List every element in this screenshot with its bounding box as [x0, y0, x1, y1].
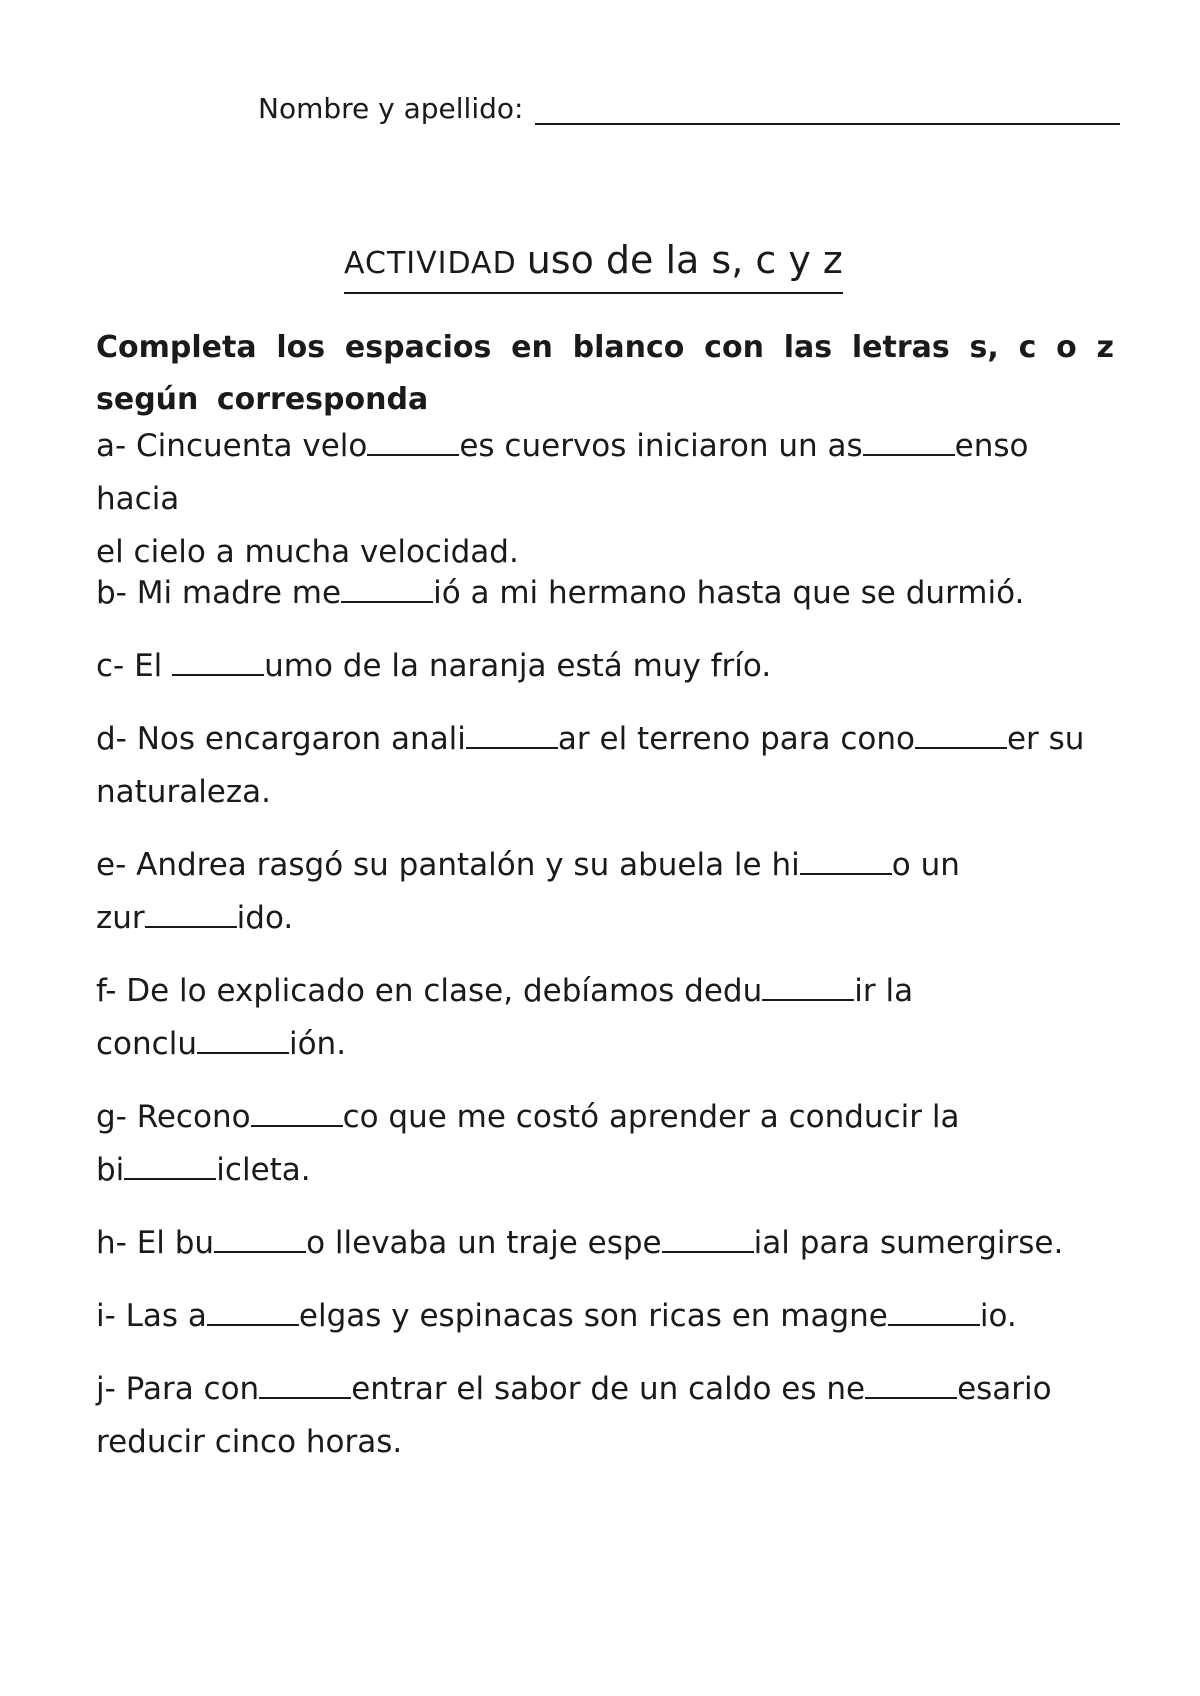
- item-text: ir la: [854, 973, 914, 1009]
- name-field-row: [258, 92, 1120, 125]
- item-text: reducir cinco horas.: [96, 1424, 403, 1460]
- item-text: f- De lo explicado en clase, debíamos dedu: [96, 973, 763, 1009]
- fill-blank[interactable]: [762, 969, 854, 1001]
- item-text: ió a mi hermano hasta que se durmió.: [433, 575, 1025, 611]
- item-text: ial para sumergirse.: [753, 1225, 1064, 1261]
- item-text: bi: [96, 1152, 125, 1188]
- item-text: c- El: [96, 648, 173, 684]
- item-text: naturaleza.: [96, 774, 271, 810]
- fill-blank[interactable]: [124, 1148, 216, 1180]
- instructions: Completa los espacios en blanco con las letras s, c o z según corresponda: [96, 330, 1114, 417]
- item-text: h- El bu: [96, 1225, 215, 1261]
- item-text: entrar el sabor de un caldo es ne: [351, 1371, 866, 1407]
- item-text: ar el terreno para cono: [557, 721, 915, 757]
- fill-blank[interactable]: [145, 896, 237, 928]
- fill-blank[interactable]: [800, 843, 892, 875]
- item-text: d- Nos encargaron anali: [96, 721, 466, 757]
- item-text: elgas y espinacas son ricas en magne: [298, 1298, 888, 1334]
- item-text: zur: [96, 900, 145, 936]
- item-text: el cielo a mucha velocidad.: [96, 534, 519, 570]
- item-text: conclu: [96, 1026, 197, 1062]
- fill-blank[interactable]: [207, 1294, 299, 1326]
- item-text: icleta.: [216, 1152, 311, 1188]
- fill-blank[interactable]: [259, 1367, 351, 1399]
- fill-blank[interactable]: [865, 1367, 957, 1399]
- exercise-item-d: [96, 713, 1116, 819]
- item-text: ido.: [236, 900, 294, 936]
- exercise-item-a: [96, 420, 1116, 579]
- exercise-item-g: [96, 1091, 1116, 1197]
- item-text: e- Andrea rasgó su pantalón y su abuela le hi: [96, 847, 800, 883]
- fill-blank[interactable]: [915, 717, 1007, 749]
- exercise-item-b: [96, 567, 1116, 620]
- fill-blank[interactable]: [888, 1294, 980, 1326]
- item-text: co que me costó aprender a conducir la: [342, 1099, 960, 1135]
- title-part1: ACTIVIDAD: [344, 246, 517, 281]
- item-text: enso hacia: [96, 428, 1039, 517]
- page-title: [344, 238, 843, 294]
- fill-blank[interactable]: [251, 1095, 343, 1127]
- exercise-item-c: [96, 640, 1116, 693]
- name-label: Nombre y apellido:: [258, 92, 524, 125]
- item-text: io.: [979, 1298, 1017, 1334]
- item-text: a- Cincuenta velo: [96, 428, 368, 464]
- item-text: esario: [957, 1371, 1052, 1407]
- exercise-item-h: [96, 1217, 1116, 1270]
- item-text: g- Recono: [96, 1099, 251, 1135]
- item-text: b- Mi madre me: [96, 575, 342, 611]
- fill-blank[interactable]: [662, 1221, 754, 1253]
- exercise-item-j: [96, 1363, 1116, 1469]
- fill-blank[interactable]: [197, 1022, 289, 1054]
- item-text: o llevaba un traje espe: [306, 1225, 662, 1261]
- fill-blank[interactable]: [341, 571, 433, 603]
- item-text: umo de la naranja está muy frío.: [264, 648, 772, 684]
- fill-blank[interactable]: [367, 424, 459, 456]
- exercise-item-f: [96, 965, 1116, 1071]
- name-blank[interactable]: [535, 99, 1120, 125]
- exercise-item-i: [96, 1290, 1116, 1343]
- title-part2: uso de la s, c y z: [526, 238, 843, 282]
- item-text: er su: [1006, 721, 1085, 757]
- exercise-item-e: [96, 839, 1116, 945]
- item-text: ión.: [288, 1026, 347, 1062]
- fill-blank[interactable]: [863, 424, 955, 456]
- fill-blank[interactable]: [214, 1221, 306, 1253]
- item-text: i- Las a: [96, 1298, 207, 1334]
- item-text: es cuervos iniciaron un as: [459, 428, 863, 464]
- fill-blank[interactable]: [172, 644, 264, 676]
- item-text: j- Para con: [96, 1371, 260, 1407]
- fill-blank[interactable]: [466, 717, 558, 749]
- item-text: o un: [891, 847, 960, 883]
